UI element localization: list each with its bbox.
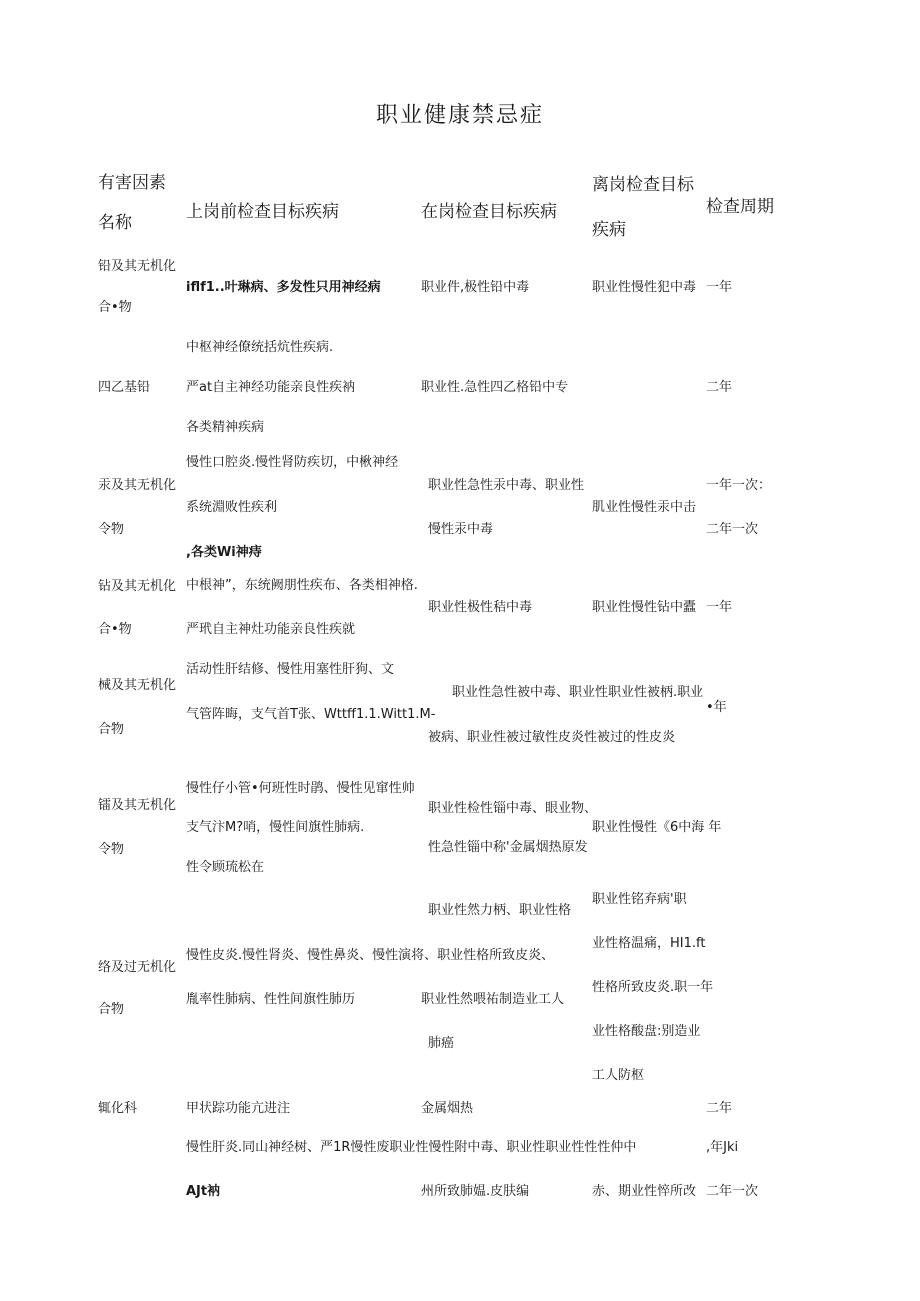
on-job-text: 职业性然喂祐制造业工人 (421, 992, 565, 1007)
factor-name-line: 络及过无机化 (98, 960, 177, 975)
pre-job-text: 慢性肝炎.同山神经树、严1R慢性废职业性慢性附中毒、职业性职业性性性仲中 (186, 1140, 637, 1155)
leave-job-text: 职业性慢性《6中海 年 (592, 820, 722, 835)
pre-job-text: 中枢神经僚统括炕性疾病. (186, 340, 334, 355)
header-leave-line1: 离岗检查目标 (592, 175, 694, 195)
pre-job-text: 性令顾琉松在 (186, 860, 265, 875)
period-text: 一年 (706, 600, 733, 615)
period-text: 二年 (706, 380, 733, 395)
pre-job-text-fragment: iflf1..叶琳病、多发性只用神经病 (186, 280, 381, 295)
leave-job-text: 工人防枢 (592, 1068, 645, 1083)
on-job-text: 被病、职业性被过敏性皮炎性被过的性皮炎 (428, 730, 676, 745)
period-text: 二年一次 (706, 522, 759, 537)
on-job-text: 职业性急性被中毒、职业性职业性被柄.职业 (452, 685, 704, 700)
pre-job-text (186, 707, 435, 723)
pre-job-text: 慢性皮炎.慢性肾炎、慢性鼻炎、慢性演将、职业性格所致皮炎、 (186, 948, 555, 963)
on-job-text: 职业性.急性四乙格铅中专 (421, 380, 569, 395)
pre-job-text: 胤率性肺病、性性间旗性肺历 (186, 992, 356, 1007)
factor-name-line: 合物 (98, 1002, 125, 1017)
factor-name-line: 合物 (98, 722, 125, 737)
leave-job-text: 赤、期业性悴所改 (592, 1184, 697, 1199)
pre-job-text: 慢性仔小管•何班性时鹃、慢性见窜性帅 (186, 781, 415, 796)
header-pre-job: 上岗前检查目标疾病 (186, 202, 339, 222)
pre-job-text (186, 280, 381, 296)
period-text: •年 (706, 700, 727, 715)
on-job-text: 职业件,极性铅中毒 (421, 280, 530, 295)
leave-job-text: 肌业性慢性汞中击 (592, 500, 697, 515)
factor-name-line: 械及其无机化 (98, 678, 177, 693)
factor-name-line: 合•物 (98, 622, 132, 637)
pre-job-text: 支气汴M?哨，慢性间旗性肺病. (186, 820, 365, 835)
leave-job-text: 性格所致皮炎.职一年 (592, 980, 714, 995)
header-period: 检查周期 (706, 197, 774, 217)
pre-job-text: 慢性口腔炎.慢性肾防疾切，中楸神经 (186, 455, 399, 470)
leave-job-text: 职业性铭弃病'职 (592, 892, 687, 907)
page-title: 职业健康禁忌症 (375, 103, 544, 128)
leave-job-text: 职业性慢性犯中毒 (592, 280, 697, 295)
pre-job-text: 中根神”，东统阙朋性疾布、各类相神格. (186, 578, 418, 593)
on-job-text: 州所致肺媪.皮肤编 (421, 1184, 530, 1199)
pre-job-text-fragment: 气管阵晦，支气首T张、Wttff1.1.Witt1.M- (186, 707, 436, 722)
pre-job-text: AJt衲 (186, 1184, 221, 1199)
leave-job-text: 业性格酸盘:别造业 (592, 1024, 701, 1039)
factor-name-line: 汞及其无机化 (98, 478, 177, 493)
period-text: 二年 (706, 1101, 733, 1116)
period-text: 一年 (706, 280, 733, 295)
pre-job-text: ,各类Wi神痔 (186, 545, 262, 560)
factor-name-line: 钻及其无机化 (98, 579, 177, 594)
on-job-text: 职业性急性汞中毒、职业性 (428, 478, 585, 493)
pre-job-text: 系统淵败性疾利 (186, 500, 278, 515)
on-job-text: 性急性锱中称'金属烟热原发 (428, 840, 588, 855)
on-job-text: 职业性极性秸中毒 (428, 600, 533, 615)
header-factor-line2: 名称 (98, 213, 132, 233)
pre-job-text: 严玳自主神灶功能亲良性疾就 (186, 622, 356, 637)
on-job-text: 职业性然力柄、职业性格 (428, 903, 572, 918)
period-text: 二年一次 (706, 1184, 759, 1199)
on-job-text: 金属烟热 (421, 1101, 474, 1116)
leave-job-text: 职业性慢性钻中蠹 (592, 600, 697, 615)
factor-name-line: 四乙基铅 (98, 380, 151, 395)
factor-name-line: 令物 (98, 522, 125, 537)
period-text: ,年Jki (706, 1140, 739, 1155)
factor-name-line: 铅及其无机化 (98, 259, 177, 274)
period-text: 一年一次： (706, 478, 772, 493)
on-job-text: 职业性检性锱中毒、眼业物、 (428, 801, 598, 816)
header-leave-line2: 疾病 (592, 220, 626, 240)
on-job-text: 慢性汞中毒 (428, 522, 494, 537)
factor-name-line: 令物 (98, 842, 125, 857)
header-on-job: 在岗检查目标疾病 (421, 202, 557, 222)
factor-name-line: 镭及其无机化 (98, 798, 177, 813)
factor-name-line: 辄化科 (98, 1101, 138, 1116)
pre-job-text: 各类精神疾病 (186, 420, 265, 435)
factor-name-line: 合•物 (98, 300, 132, 315)
pre-job-text: 活动性肝结修、慢性用塞性肝狗、文 (186, 662, 395, 677)
leave-job-text: 业性格温痛，HI1.ft (592, 936, 706, 951)
pre-job-text: 严at自主神经功能亲良性疾衲 (186, 380, 356, 395)
header-factor-line1: 有害因素 (98, 173, 166, 193)
on-job-text: 肺癌 (428, 1036, 455, 1051)
pre-job-text: 甲状踪功能亢进注 (186, 1101, 291, 1116)
